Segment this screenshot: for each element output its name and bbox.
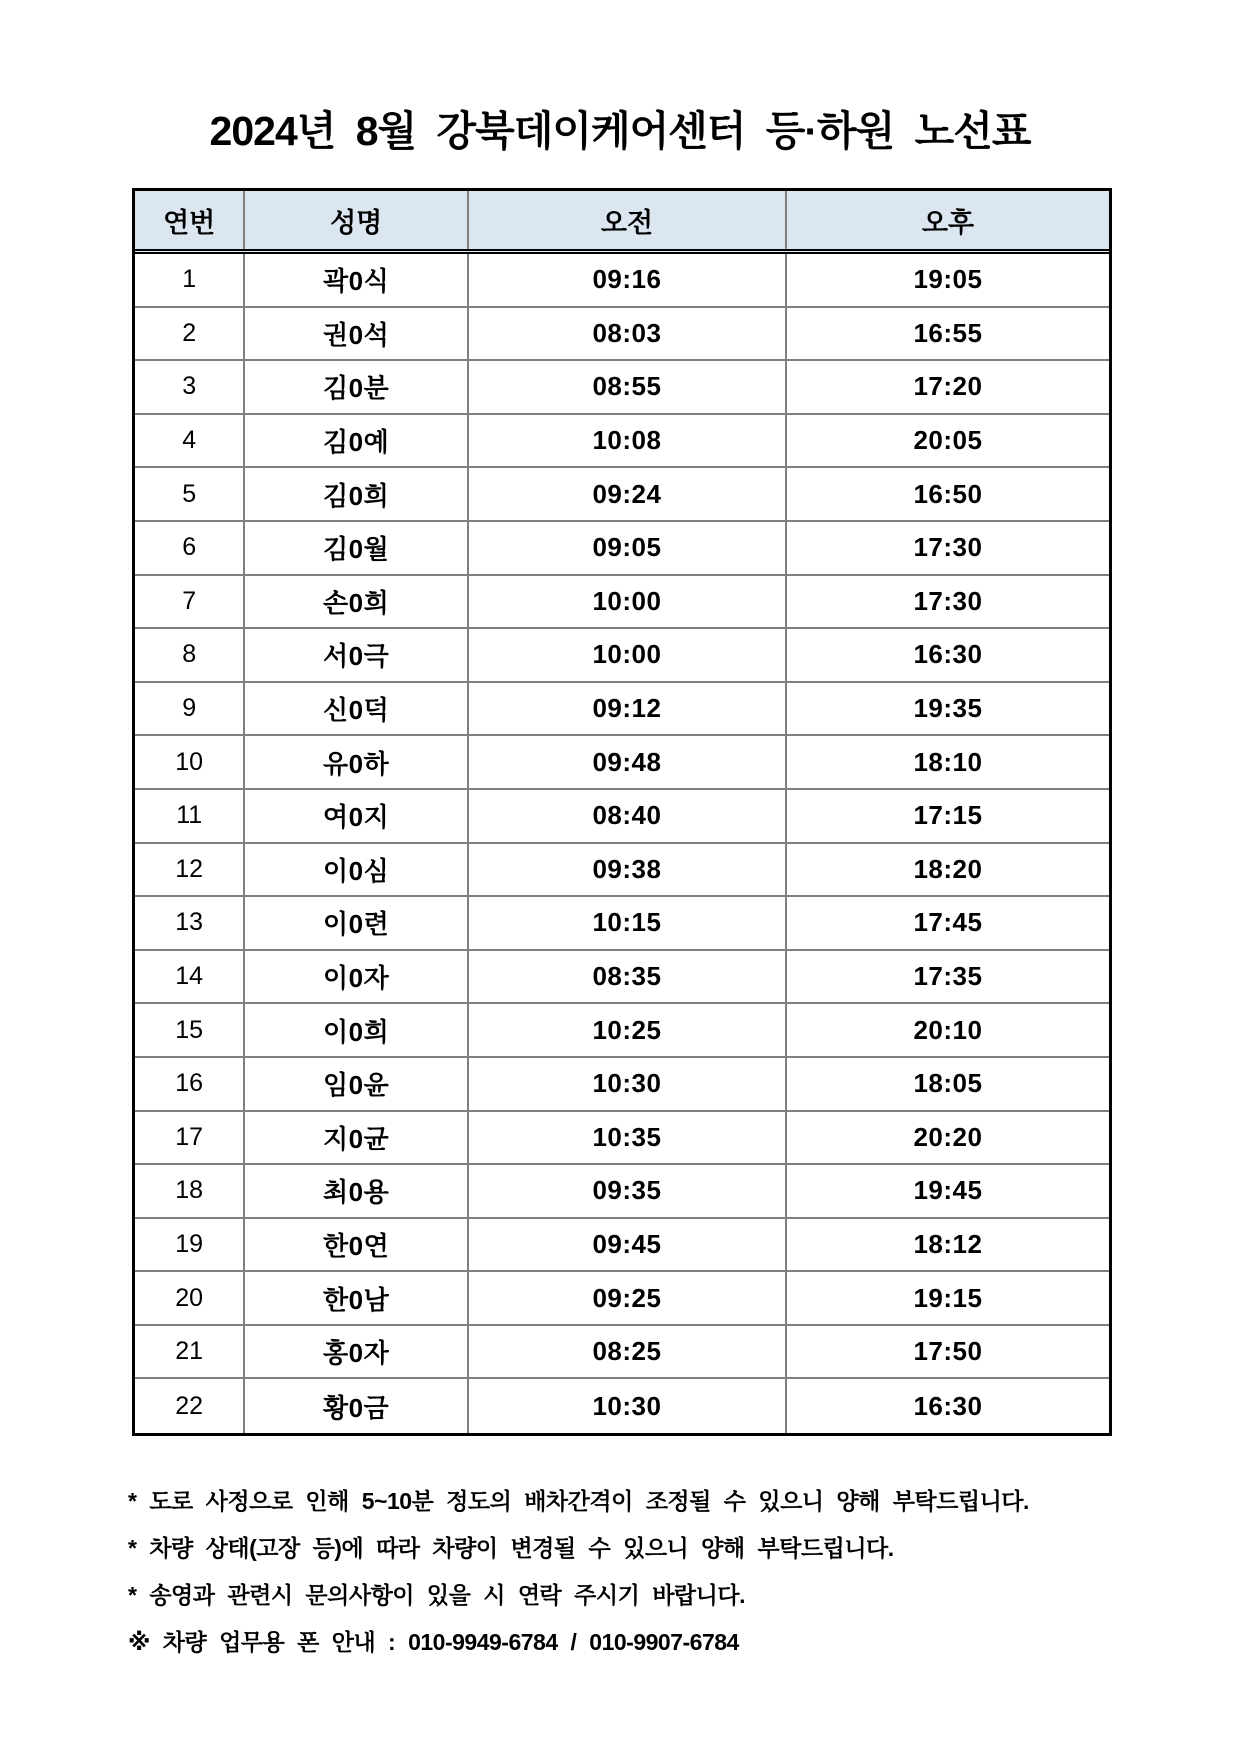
page-title: 2024년 8월 강북데이케어센터 등·하원 노선표	[209, 108, 1031, 154]
row-pm-time-cell: 16:30	[913, 639, 983, 670]
row-number-cell: 11	[135, 790, 245, 842]
row-am-time-cell: 10:25	[469, 1004, 787, 1056]
row-am-time-cell: 09:45	[469, 1219, 787, 1271]
row-pm-time-cell: 20:20	[913, 1121, 983, 1152]
row-name-cell: 김0분	[245, 361, 469, 413]
row-am-time-cell: 10:30	[469, 1058, 787, 1110]
row-name-cell: 이0심	[245, 844, 469, 896]
row-name-cell: 한0남	[245, 1272, 469, 1324]
row-name-cell: 곽0식	[245, 254, 469, 306]
row-pm-time-cell: 17:15	[913, 800, 983, 831]
table-header-row	[135, 191, 1109, 254]
row-number-cell: 14	[135, 951, 245, 1003]
table-row	[135, 1379, 1109, 1433]
header-cell-am: 오전	[469, 191, 787, 249]
header-cell-name: 성명	[245, 191, 469, 249]
table-row	[135, 736, 1109, 790]
row-number-cell: 12	[135, 844, 245, 896]
row-name-cell: 김0월	[245, 522, 469, 574]
row-am-time-cell: 08:55	[469, 361, 787, 413]
row-number-cell: 10	[135, 736, 245, 788]
table-row	[135, 1272, 1109, 1326]
row-pm-time-cell: 20:05	[913, 425, 983, 456]
table-row	[135, 683, 1109, 737]
row-name-cell: 이0련	[245, 897, 469, 949]
header-cell-pm: 오후	[921, 207, 975, 238]
row-name-cell: 한0연	[245, 1219, 469, 1271]
table-row	[135, 1219, 1109, 1273]
row-number-cell: 4	[135, 415, 245, 467]
row-am-time-cell: 09:35	[469, 1165, 787, 1217]
row-am-time-cell: 08:03	[469, 308, 787, 360]
row-number-cell: 13	[135, 897, 245, 949]
table-row	[135, 361, 1109, 415]
row-pm-time-cell: 19:35	[913, 693, 983, 724]
row-number-cell: 3	[135, 361, 245, 413]
row-am-time-cell: 10:30	[469, 1379, 787, 1433]
row-name-cell: 홍0자	[245, 1326, 469, 1378]
row-name-cell: 임0윤	[245, 1058, 469, 1110]
row-number-cell: 9	[135, 683, 245, 735]
row-am-time-cell: 09:48	[469, 736, 787, 788]
row-pm-time-cell: 16:55	[913, 317, 983, 348]
row-number-cell: 16	[135, 1058, 245, 1110]
row-name-cell: 유0하	[245, 736, 469, 788]
table-row	[135, 576, 1109, 630]
row-am-time-cell: 09:25	[469, 1272, 787, 1324]
row-name-cell: 황0금	[245, 1379, 469, 1433]
footer-notes	[128, 1478, 1128, 1666]
row-am-time-cell: 09:24	[469, 468, 787, 520]
row-number-cell: 7	[135, 576, 245, 628]
row-number-cell: 2	[135, 308, 245, 360]
row-am-time-cell: 09:05	[469, 522, 787, 574]
note-vehicle-change: * 차량 상태(고장 등)에 따라 차량이 변경될 수 있으니 양해 부탁드립니다.	[128, 1535, 894, 1561]
schedule-table	[132, 188, 1112, 1436]
row-pm-time-cell: 19:15	[913, 1282, 983, 1313]
row-pm-time-cell: 17:35	[913, 961, 983, 992]
row-am-time-cell: 10:15	[469, 897, 787, 949]
row-am-time-cell: 08:40	[469, 790, 787, 842]
row-pm-time-cell: 17:30	[913, 532, 983, 563]
row-number-cell: 6	[135, 522, 245, 574]
table-row	[135, 790, 1109, 844]
row-number-cell: 20	[135, 1272, 245, 1324]
row-number-cell: 5	[135, 468, 245, 520]
table-row	[135, 468, 1109, 522]
row-am-time-cell: 10:00	[469, 629, 787, 681]
row-number-cell: 21	[135, 1326, 245, 1378]
row-pm-time-cell: 16:30	[913, 1390, 983, 1421]
note-phone-numbers: ※ 차량 업무용 폰 안내 : 010-9949-6784 / 010-9907-6784	[128, 1629, 739, 1655]
row-name-cell: 손0희	[245, 576, 469, 628]
row-pm-time-cell: 19:05	[913, 264, 983, 295]
table-row	[135, 1112, 1109, 1166]
table-row	[135, 415, 1109, 469]
row-pm-time-cell: 18:05	[913, 1068, 983, 1099]
row-am-time-cell: 09:12	[469, 683, 787, 735]
table-row	[135, 951, 1109, 1005]
row-pm-time-cell: 17:45	[913, 907, 983, 938]
table-row	[135, 1058, 1109, 1112]
note-contact-request: * 송영과 관련시 문의사항이 있을 시 연락 주시기 바랍니다.	[128, 1582, 745, 1608]
row-am-time-cell: 10:08	[469, 415, 787, 467]
table-row	[135, 1326, 1109, 1380]
table-row	[135, 1004, 1109, 1058]
table-row	[135, 897, 1109, 951]
table-row	[135, 629, 1109, 683]
row-name-cell: 지0균	[245, 1112, 469, 1164]
header-cell-no: 연번	[135, 191, 245, 249]
row-number-cell: 8	[135, 629, 245, 681]
row-pm-time-cell: 19:45	[913, 1175, 983, 1206]
table-row	[135, 1165, 1109, 1219]
row-pm-time-cell: 18:20	[913, 853, 983, 884]
row-pm-time-cell: 18:10	[913, 746, 983, 777]
row-pm-time-cell: 17:50	[913, 1336, 983, 1367]
table-row	[135, 254, 1109, 308]
row-pm-time-cell: 20:10	[913, 1014, 983, 1045]
row-number-cell: 19	[135, 1219, 245, 1271]
row-number-cell: 18	[135, 1165, 245, 1217]
table-row	[135, 844, 1109, 898]
row-number-cell: 22	[135, 1379, 245, 1433]
row-pm-time-cell: 18:12	[913, 1228, 983, 1259]
row-pm-time-cell: 17:30	[913, 585, 983, 616]
row-am-time-cell: 08:25	[469, 1326, 787, 1378]
row-number-cell: 17	[135, 1112, 245, 1164]
row-name-cell: 이0희	[245, 1004, 469, 1056]
row-number-cell: 1	[135, 254, 245, 306]
row-am-time-cell: 08:35	[469, 951, 787, 1003]
row-name-cell: 권0석	[245, 308, 469, 360]
row-name-cell: 김0예	[245, 415, 469, 467]
row-name-cell: 이0자	[245, 951, 469, 1003]
row-pm-time-cell: 16:50	[913, 478, 983, 509]
row-number-cell: 15	[135, 1004, 245, 1056]
table-row	[135, 308, 1109, 362]
row-am-time-cell: 10:35	[469, 1112, 787, 1164]
note-road-condition: * 도로 사정으로 인해 5~10분 정도의 배차간격이 조정될 수 있으니 양해 부탁드립니다.	[128, 1488, 1029, 1514]
row-name-cell: 김0희	[245, 468, 469, 520]
row-name-cell: 서0극	[245, 629, 469, 681]
row-name-cell: 여0지	[245, 790, 469, 842]
row-am-time-cell: 10:00	[469, 576, 787, 628]
row-name-cell: 신0덕	[245, 683, 469, 735]
row-name-cell: 최0용	[245, 1165, 469, 1217]
row-am-time-cell: 09:38	[469, 844, 787, 896]
table-row	[135, 522, 1109, 576]
table-body	[135, 254, 1109, 1433]
row-pm-time-cell: 17:20	[913, 371, 983, 402]
row-am-time-cell: 09:16	[469, 254, 787, 306]
